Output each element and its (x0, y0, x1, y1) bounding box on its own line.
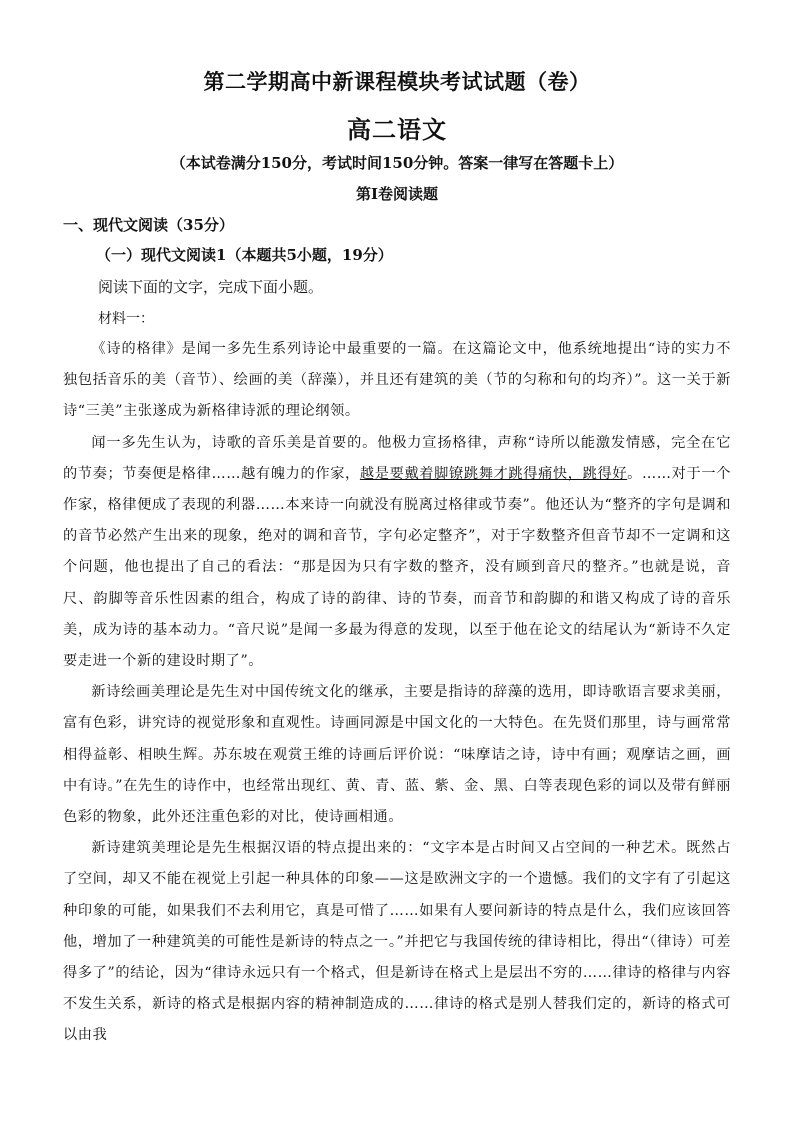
subsection-heading: （一）现代文阅读1（本题共5小题，19分） (96, 246, 393, 264)
underlined-quote: 越是要戴着脚镣跳舞才跳得痛快，跳得好 (359, 465, 628, 482)
paragraph-2-part-b: 。……对于一个作家，格律便成了表现的利器……本来诗一向就没有脱离过格律或节奏”。他还认为“整齐的字句是调和的音节必然产生出来的现象，绝对的调和音节，字句必定整齐”，对于字数整齐但音节却不一定调和这个问题，他也提出了自己的看法：“那是因为只有字数的整齐，没有顾到音尺的整齐。”也就是说，音尺、韵脚等音乐性因素的组合，构成了诗的韵律、诗的节奏，而音节和韵脚的和谐又构成了诗的音乐美，成为诗的基本动力。“音尺说”是闻一多最为得意的发现，以至于他在论文的结尾认为“新诗不久定要走进一个新的建设时期了”。 (63, 465, 731, 670)
paragraph-4: 新诗建筑美理论是先生根据汉语的特点提出来的：“文字本是占时间又占空间的一种艺术。既然占了空间，却又不能在视觉上引起一种具体的印象——这是欧洲文字的一个遗憾。我们的文字有了引起这种印象的可能，如果我们不去利用它，真是可惜了……如果有人要问新诗的特点是什么，我们应该回答他，增加了一种建筑美的可能性是新诗的特点之一。”并把它与我国传统的律诗相比，得出“（律诗）可差得多了”的结论，因为“律诗永远只有一个格式，但是新诗在格式上是层出不穷的……律诗的格律与内容不发生关系，新诗的格式是根据内容的精神制造成的……律诗的格式是别人替我们定的，新诗的格式可以由我 (63, 840, 731, 1044)
exam-note: （本试卷满分150分，考试时间150分钟。答案一律写在答题卡上） (170, 154, 624, 172)
passage-body (63, 334, 731, 1052)
subject-title: 高二语文 (347, 115, 447, 144)
part-heading: 第Ⅰ卷阅读题 (355, 185, 439, 203)
paragraph-2-part-a: 闻一多先生认为，诗歌的音乐美是首要的。他极力宣扬格律，声称“诗所以能激发情感，完全在它的节奏；节奏便是格律……越有魄力的作家， (63, 434, 731, 482)
paragraph-2 (63, 428, 731, 678)
instruction-text: 阅读下面的文字，完成下面小题。 (98, 278, 324, 296)
exam-title: 第二学期高中新课程模块考试试题（卷） (203, 69, 591, 94)
paragraph-1: 《诗的格律》是闻一多先生系列诗论中最重要的一篇。在这篇论文中，他系统地提出“诗的实力不独包括音乐的美（音节）、绘画的美（辞藻），并且还有建筑的美（节的匀称和句的均齐）”。这一关于新诗“三美”主张遂成为新格律诗派的理论纲领。 (63, 341, 731, 420)
section-heading: 一、现代文阅读（35分） (63, 216, 234, 234)
paragraph-3: 新诗绘画美理论是先生对中国传统文化的继承，主要是指诗的辞藻的选用，即诗歌语言要求美丽，富有色彩，讲究诗的视觉形象和直观性。诗画同源是中国文化的一大特色。在先贤们那里，诗与画常常相得益彰、相映生辉。苏东坡在观赏王维的诗画后评价说：“味摩诘之诗，诗中有画；观摩诘之画，画中有诗。”在先生的诗作中，也经常出现红、黄、青、蓝、紫、金、黑、白等表现色彩的词以及带有鲜丽色彩的物象，此外还注重色彩的对比，使诗画相通。 (63, 684, 731, 826)
material-label: 材料一： (98, 311, 154, 327)
